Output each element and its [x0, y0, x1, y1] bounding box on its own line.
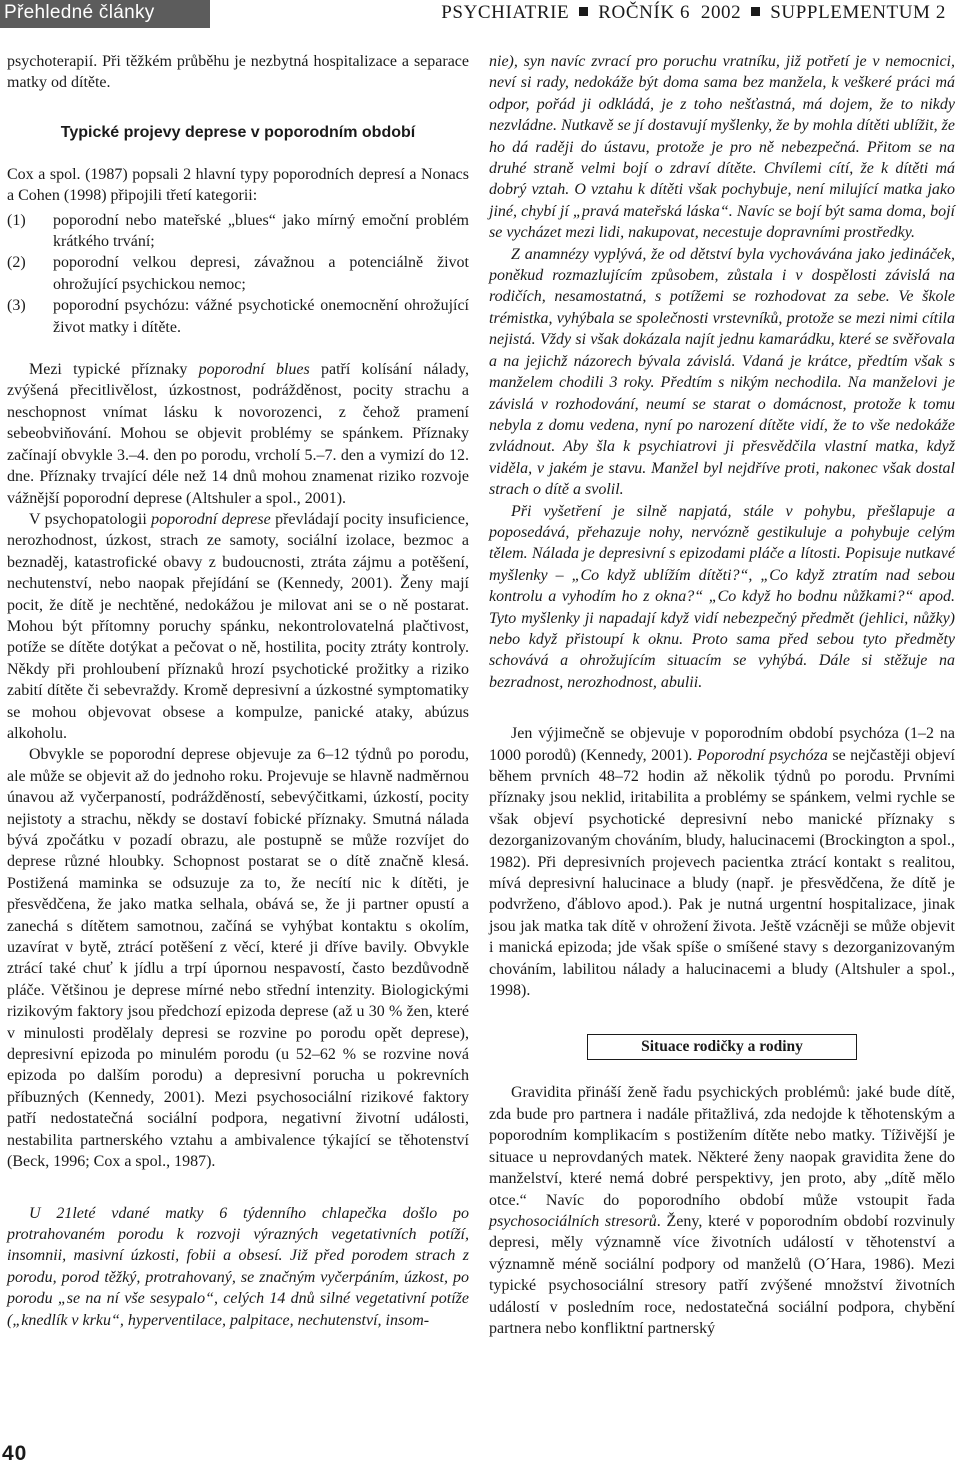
section-heading: Typické projevy deprese v poporodním období [60, 123, 416, 141]
journal-volume: ROČNÍK 6 [598, 2, 691, 23]
boxed-section-heading: Situace rodičky a rodiny [587, 1034, 857, 1060]
list-item [7, 295, 469, 338]
list-text: poporodní psychózu: vážné psychotické onemocnění ohrožující život matky i dítěte. [53, 297, 469, 336]
psychosis-paragraph: Jen výjimečně se objevuje v poporodním období psychóza (1–2 na 1000 porodů) (Kennedy, 2001). Poporodní psychóza se nejčastěji objeví během prvních 48–72 hodin až několik týdnů po porodu. Prvními příznaky jsou neklid, iritabilita a problémy se spánkem, velmi rychle se však objeví psychotické depresivní nebo manické příznaky s dezorganizovaným chováním, bludy, halucinacemi (Brockington a spol., 1982). Při depresivních projevech pacientka ztrácí kontakt s realitou, mívá depresivní halucinace a bludy (např. je přesvědčena, že dítě je podvrženo, ďáblovo apod.). Pak je nutná urgentní hospitalizace, jinak jsou jak matka tak dítě v ohrožení života. Ještě vzácněji se může objevit i manická epizoda; jde však spíše o smíšené stavy s dezorganizovaným chováním, labilitou nálady a halucinacemi a bludy (Altshuler a spol., 1998). [489, 725, 956, 1000]
list-number: (1) [7, 211, 26, 229]
case-anamnesis: Z anamnézy vyplývá, že od dětství byla vychovávána jako jedináček, poněkud rozmazlujícím způsobem, zůstala i v dospělosti závislá na rodičích, nesamostatná, s potížemi se rozhodovat za sebe. Ve škole trémistka, vyhýbala se společnosti vrstevníků, protože se mezi nimi cítila nejistá. Vždy si však dokázala najít jednu kamarádku, které se svěřovala a na jejichž názorech bývala závislá. Vdaná je krátce, předtím však s manželem chodili 3 roky. Předtím s nikým nechodila. Na manželovi je závislá v rozhodování, neumí se starat o domácnost, protože k tomu nebyla z domu vedena, nyní po narození dítěte vidí, že to vše nedokáže zvládnout. Aby šla k psychiatrovi ji přesvědčila vlastní matka, když viděla, v jakém je stavu. Manžel byl nejdříve proti, nakonec však dostal strach o dítě a svolil. [489, 245, 955, 499]
list-number: (3) [7, 297, 26, 315]
blues-paragraph: Mezi typické příznaky poporodní blues patří kolísání nálady, zvýšená přecitlivělost, úzkostnost, podrážděnost, pocity strachu a neschopnost vnímat lásku k novorozenci, z čehož pramení sebeobviňování. Mohou se objevit problémy se spánkem. Příznaky začínají obvykle 3.–4. den po porodu, vrcholí 5.–7. den a vymizí do 12. dne. Příznaky trvající déle než 14 dnů mohou znamenat riziko rozvoje vážnější poporodní deprese (Altshuler a spol., 2001). [7, 361, 470, 507]
case-report-continued: nie), syn navíc zvrací pro poruchu vratníku, již potřetí je v nemocnici, neví si rady, nedokáže být doma sama bez manžela, k veškeré práci má odpor, pořád ji odkládá, je z toho nešťastná, má dojem, že to nikdy nezvládne. Nutkavě se jí dostavují myšlenky, že by mohla dítěti ublížit, že ho dá raději do ústavu, protože je pro ně nebezpečná. Přitom se na druhé straně velmi bojí o zdraví dítěte. Chvílemi cítí, že k dítěti má dobrý vztah. O vztahu k dítěti však pochybuje, není milující matka jako jiné, chybí jí „pravá mateřská láska“. Navíc se bojí být sama doma, bojí se vycházet mezi lidi, nakupovat, necestuje dopravními prostředky. [489, 53, 955, 242]
onset-paragraph: Obvykle se poporodní deprese objevuje za 6–12 týdnů po porodu, ale může se objevit až do jednoho roku. Projevuje se hlavně nadměrnou únavou až vyčerpaností, podrážděností, sebevýčitkami, úzkostí, pocity nejistoty a strachu, někdy se dostaví fobické příznaky. Smutná nálada bývá zpočátku v pozadí obrazu, ale postupně se může rozvíjet do deprese různé hloubky. Schopnost postarat se o dítě značně klesá. Postižená maminka se odsuzuje za to, že necítí nic k dítěti, je přesvědčena, že jako matka selhala, obává se, že ji partner opustí a zanechá s dítětem samotnou, začíná se vyhýbat kontaktu s okolím, uzavírat v bytě, ztrácí potěšení z věcí, které ji dříve bavily. Obvykle ztrácí také chuť k jídlu a trpí úpornou nespavostí, často bezdůvodně pláče. Většinou je deprese mírné nebo střední intenzity. Biologickými rizikovým faktory jsou předchozí epizoda deprese (až u 30 % žen, které v minulosti prodělaly depresi se rozvine po porodu opět deprese), depresivní epizoda po minulém porodu (u 52–62 % se rozvine nová epizoda po dalším porodu) a depresivní porucha u pokrevních příbuzných (Kennedy, 2001). Mezi psychosociální rizikové faktory patří nedostatečná sociální podpora, negativní životní události, nestabilita partnerského vztahu a ambivalence týkající se těhotenství (Beck, 1996; Cox a spol., 1987). [7, 746, 469, 1171]
journal-name: PSYCHIATRIE [441, 2, 570, 23]
list-text: poporodní velkou depresi, závažnou a potenciálně život ohrožující psychickou nemoc; [53, 254, 469, 293]
separator-square-icon [579, 7, 588, 16]
pregnancy-paragraph: Gravidita přináší ženě řadu psychických problémů: jaké bude dítě, zda bude pro partnera i nadále přitažlivá, zda nedojde k těhotenským a poporodním komplikacím s postižením dítěte nebo matky. Tíživější je situace u neprovdaných matek. Některé ženy naopak gravidita žene do manželství, které nemá dobré perspektivy, jen proto, aby „dítě mělo otce.“ Navíc do poporodního období může vstoupit řada psychosociálních stresorů. Ženy, které v poporodním období rozvinuly depresi, měly významně více životních událostí v těhotenství a významně méně sociální podpory od manželů (O´Hara, 1986). Mezi typické psychosociální stresory patří zvýšené množství životních událostí v posledním roce, nedostatečná sociální podpora, chybění partnera nebo konfliktní partnerský [489, 1084, 955, 1337]
case-examination: Při vyšetření je silně napjatá, stále v pohybu, přešlapuje a poposedává, přehazuje nohy, nervózně gestikuluje a pohybuje celým tělem. Nálada je depresivní s epizodami pláče a lítosti. Popisuje nutkavé myšlenky – „Co když ublížím dítěti?“, „Co když ztratím nad sebou kontrolu a vyhodím ho z okna?“ „Co když ho bodnu nůžkami?“ apod. Tyto myšlenky ji napadají když vidí nebezpečný předmět (jehlici, nůžky) nebo když přistoupí k oknu. Proto sama před sebou tyto předměty schovává a ohrožujícím situacím se vyhýbá. Dále si stěžuje na bezradnost, nerozhodnost, abulii. [489, 502, 955, 691]
psychopathology-paragraph: V psychopatologii poporodní deprese převládají pocity insuficience, nerozhodnost, úzkost, strach ze samoty, sociální izolace, bezmoc a beznaděj, katastrofické obavy z budoucnosti, ztráta zájmu a potěšení, nechutenství, nebo naopak přejídání se (Kennedy, 2001). Ženy mají pocit, že dítě je nechtěné, nedokážou je milovat ani se o ně postarat. Mohou být přítomny poruchy spánku, nekontrolovatelná plačtivost, potíže se dítěte dotýkat a pečovat o ně, hostilita, pocity ztráty kontroly. Někdy při prohloubení příznaků hrozí psychotické prožitky a riziko zabití dítěte či sebevraždy. Kromě depresivní a úzkostné symptomatiky se mohou objevovat obsese a kompulze, panické ataky, abúzus alkoholu. [7, 510, 469, 742]
journal-year: 2002 [700, 2, 742, 23]
list-item [7, 252, 469, 295]
case-report-start: U 21leté vdané matky 6 týdenního chlapečka došlo po protrahovaném porodu k rozvoji výrazných vegetativních potíží, insomnii, masivní úzkosti, fobii a obsesí. Již před porodem strach z porodu, porod těžký, protrahovaný, se značným vyčerpáním, úzkost, po porodu „se na ní vše sesypalo“, celých 14 dnů silné vegetativní potíže („knedlík v krku“, hyperventilace, palpitace, nechutenství, insom- [7, 1204, 469, 1329]
section-label: Přehledné články [0, 0, 210, 28]
list-number: (2) [7, 254, 26, 272]
left-column [7, 51, 469, 1331]
journal-running-header [441, 2, 946, 24]
page-number: 40 [2, 1442, 28, 1465]
depression-types-list [7, 210, 469, 338]
list-text: poporodní nebo mateřské „blues“ jako mírný emoční problém krátkého trvání; [53, 211, 469, 251]
types-paragraph: Cox a spol. (1987) popsali 2 hlavní typy poporodních depresí a Nonacs a Cohen (1998) připojili třetí kategorii: [7, 165, 469, 205]
intro-paragraph: psychoterapií. Při těžkém průběhu je nezbytná hospitalizace a separace matky od dítěte. [7, 53, 469, 92]
list-item [7, 210, 469, 253]
right-column [489, 51, 955, 1339]
separator-square-icon [751, 7, 760, 16]
journal-supplement: SUPPLEMENTUM 2 [770, 2, 946, 23]
